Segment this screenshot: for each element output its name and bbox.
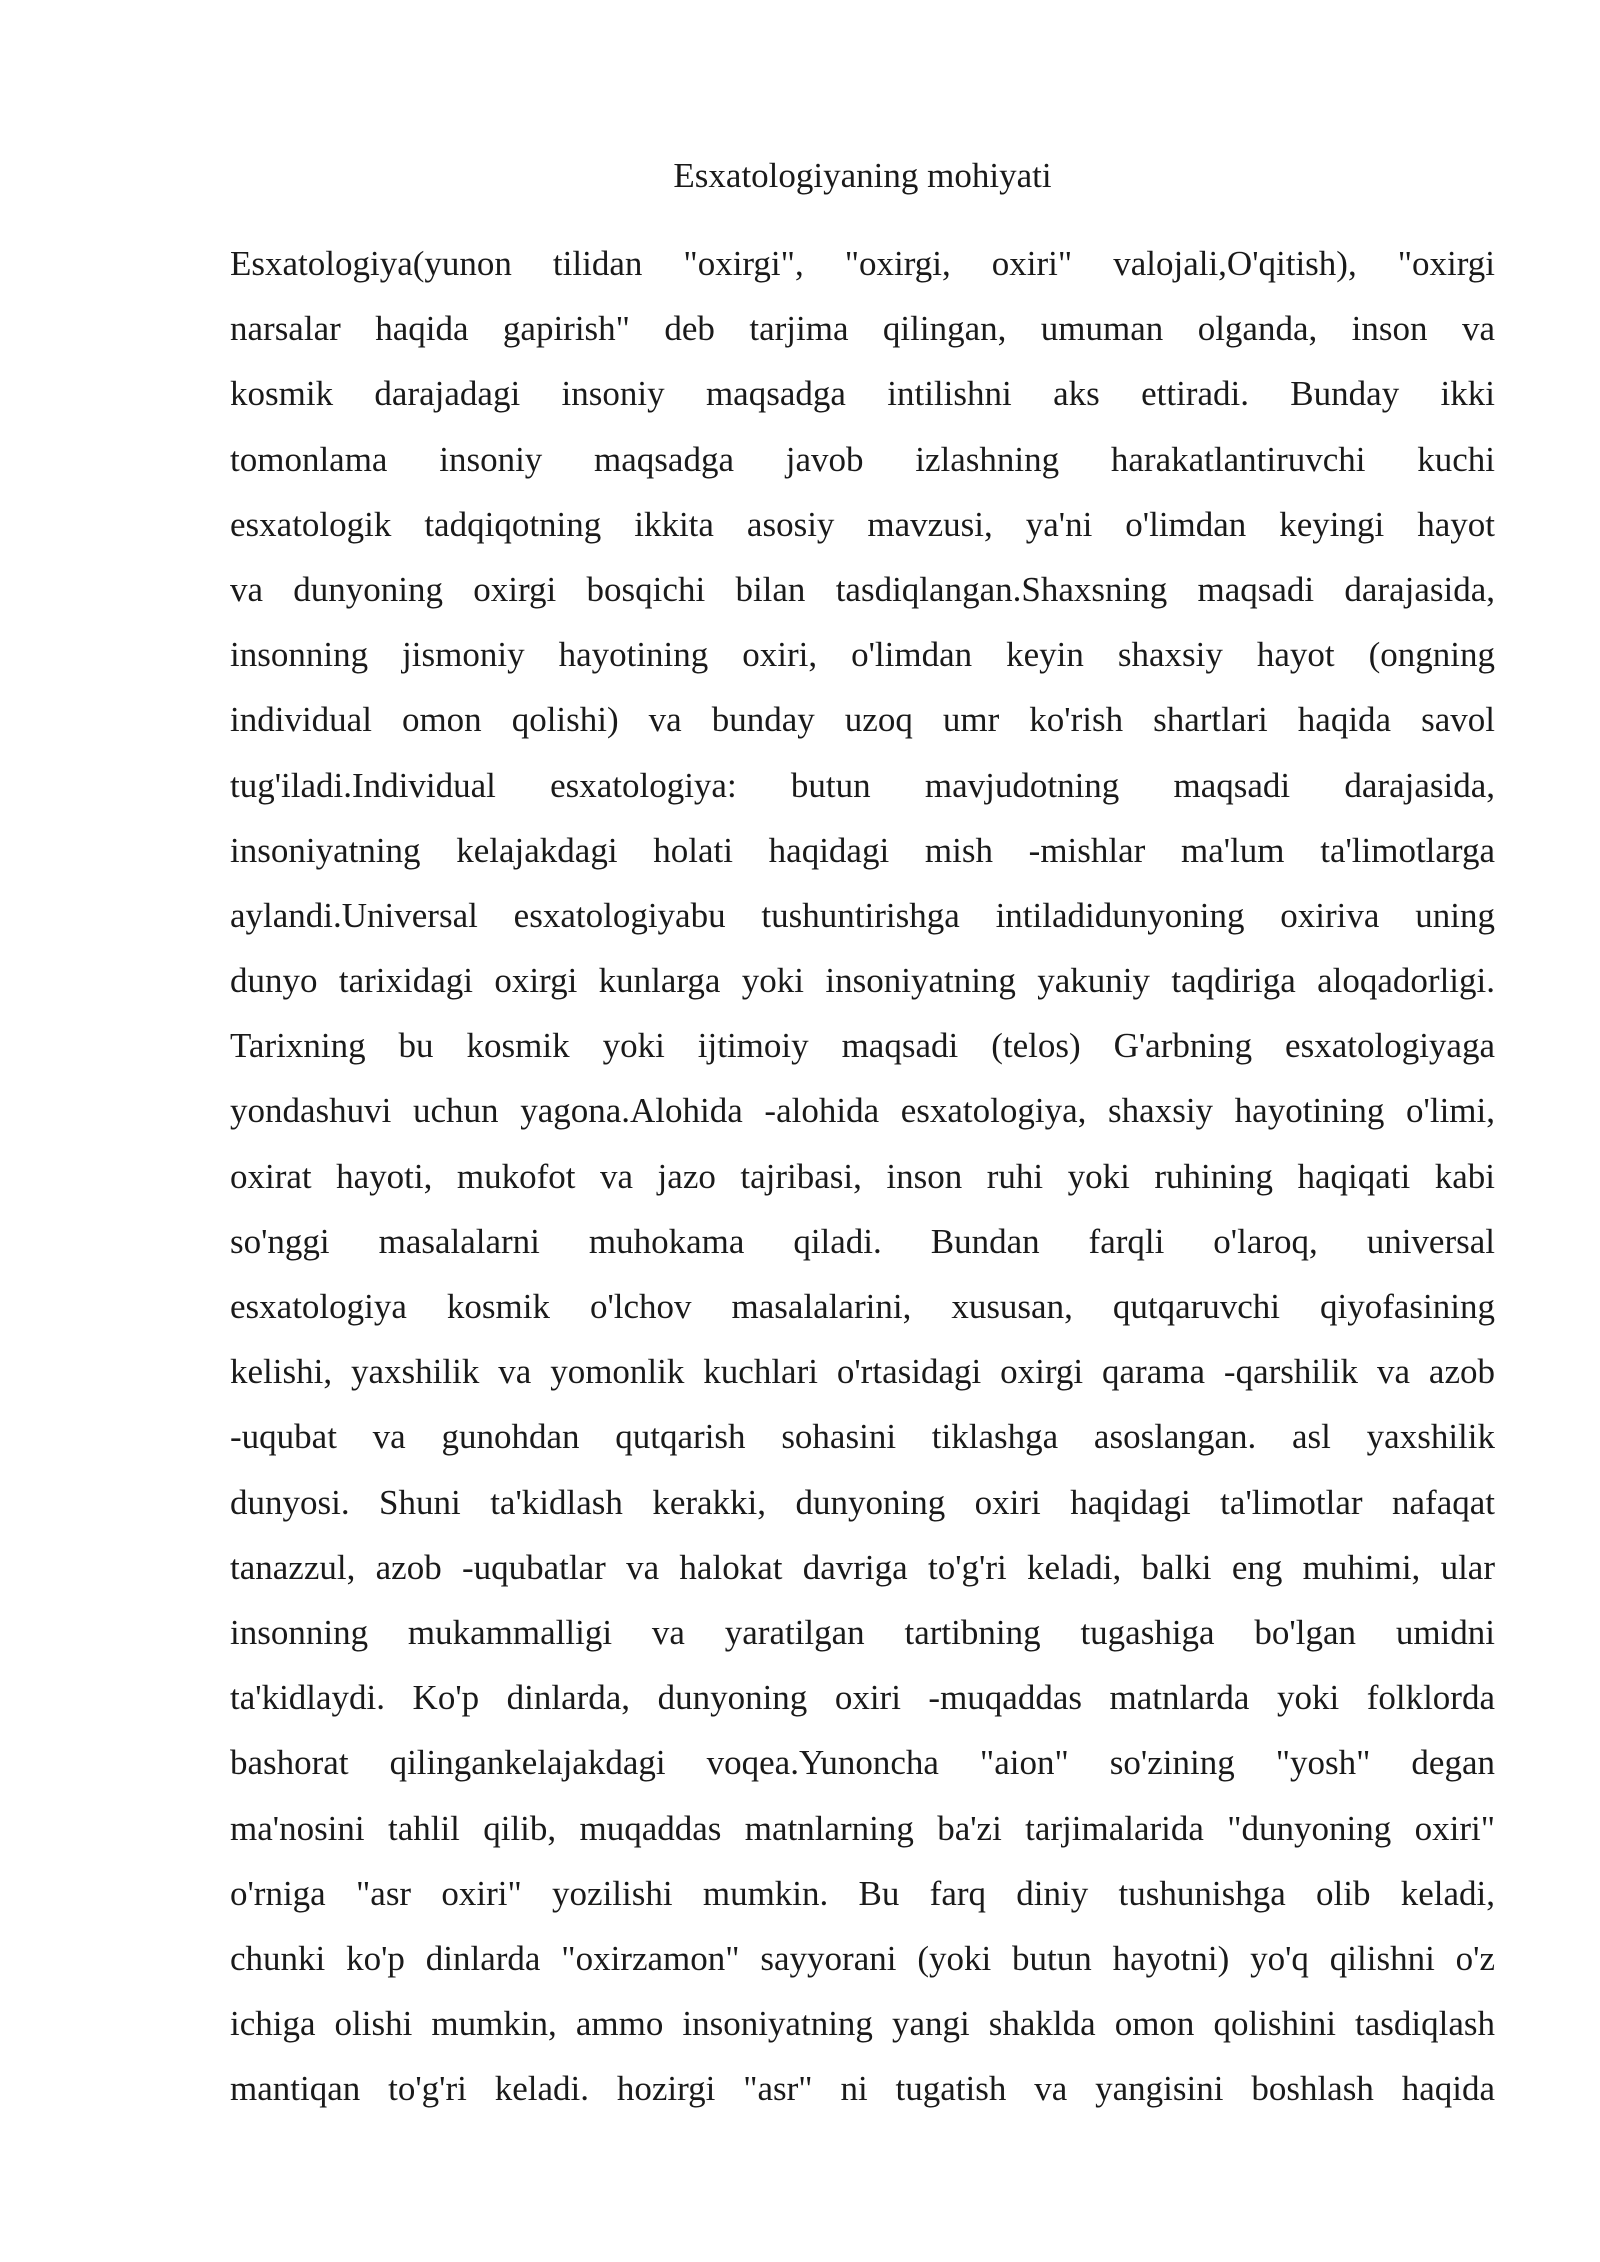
body-line: so'nggi masalalarni muhokama qiladi. Bundan farqli o'laroq, universal <box>230 1221 1495 1261</box>
body-line: kosmik darajadagi insoniy maqsadga intilishni aks ettiradi. Bunday ikki <box>230 374 1495 414</box>
body-line: mantiqan to'g'ri keladi. hozirgi "asr" ni tugatish va yangisini boshlash haqida <box>230 2069 1495 2109</box>
body-line: tanazzul, azob -uqubatlar va halokat davriga to'g'ri keladi, balki eng muhimi, ular <box>230 1547 1495 1587</box>
body-line: ichiga olishi mumkin, ammo insoniyatning yangi shaklda omon qolishini tasdiqlash <box>230 2004 1495 2044</box>
body-line: -uqubat va gunohdan qutqarish sohasini tiklashga asoslangan. asl yaxshilik <box>230 1417 1495 1457</box>
body-line: chunki ko'p dinlarda "oxirzamon" sayyorani (yoki butun hayotni) yo'q qilishni o'z <box>230 1938 1495 1978</box>
document-title: Esxatologiyaning mohiyati <box>673 156 1052 195</box>
body-line: Esxatologiya(yunon tilidan "oxirgi", "oxirgi, oxiri" valojali,O'qitish), "oxirgi <box>230 244 1495 283</box>
body-line: bashorat qilingankelajakdagi voqea.Yunoncha "aion" so'zining "yosh" degan <box>230 1743 1495 1783</box>
body-line: esxatologiya kosmik o'lchov masalalarini, xususan, qutqaruvchi qiyofasining <box>230 1287 1495 1326</box>
body-line: narsalar haqida gapirish" deb tarjima qilingan, umuman olganda, inson va <box>230 309 1495 349</box>
body-line: tomonlama insoniy maqsadga javob izlashning harakatlantiruvchi kuchi <box>230 439 1495 479</box>
body-line: tug'iladi.Individual esxatologiya: butun mavjudotning maqsadi darajasida, <box>230 765 1495 805</box>
body-line: ta'kidlaydi. Ko'p dinlarda, dunyoning oxiri -muqaddas matnlarda yoki folklorda <box>230 1678 1495 1718</box>
document-body <box>230 238 1495 2128</box>
body-line: dunyosi. Shuni ta'kidlash kerakki, dunyoning oxiri haqidagi ta'limotlar nafaqat <box>230 1482 1495 1522</box>
body-line: insonning mukammalligi va yaratilgan tartibning tugashiga bo'lgan umidni <box>230 1612 1495 1652</box>
body-line: Tarixning bu kosmik yoki ijtimoiy maqsadi (telos) G'arbning esxatologiyaga <box>230 1026 1495 1066</box>
body-line: o'rniga "asr oxiri" yozilishi mumkin. Bu farq diniy tushunishga olib keladi, <box>230 1873 1495 1913</box>
body-line: dunyo tarixidagi oxirgi kunlarga yoki insoniyatning yakuniy taqdiriga aloqadorligi. <box>230 961 1495 1001</box>
body-line: individual omon qolishi) va bunday uzoq umr ko'rish shartlari haqida savol <box>230 700 1495 740</box>
body-line: esxatologik tadqiqotning ikkita asosiy mavzusi, ya'ni o'limdan keyingi hayot <box>230 504 1495 544</box>
body-line: insoniyatning kelajakdagi holati haqidagi mish -mishlar ma'lum ta'limotlarga <box>230 830 1495 870</box>
body-line: oxirat hayoti, mukofot va jazo tajribasi, inson ruhi yoki ruhining haqiqati kabi <box>230 1156 1495 1196</box>
body-line: insonning jismoniy hayotining oxiri, o'limdan keyin shaxsiy hayot (ongning <box>230 635 1495 675</box>
body-line: kelishi, yaxshilik va yomonlik kuchlari o'rtasidagi oxirgi qarama -qarshilik va azob <box>230 1352 1495 1392</box>
body-line: va dunyoning oxirgi bosqichi bilan tasdiqlangan.Shaxsning maqsadi darajasida, <box>230 569 1495 609</box>
body-line: ma'nosini tahlil qilib, muqaddas matnlarning ba'zi tarjimalarida "dunyoning oxiri" <box>230 1808 1495 1848</box>
body-line: aylandi.Universal esxatologiyabu tushuntirishga intiladidunyoning oxiriva uning <box>230 895 1495 935</box>
body-line: yondashuvi uchun yagona.Alohida -alohida esxatologiya, shaxsiy hayotining o'limi, <box>230 1091 1495 1131</box>
